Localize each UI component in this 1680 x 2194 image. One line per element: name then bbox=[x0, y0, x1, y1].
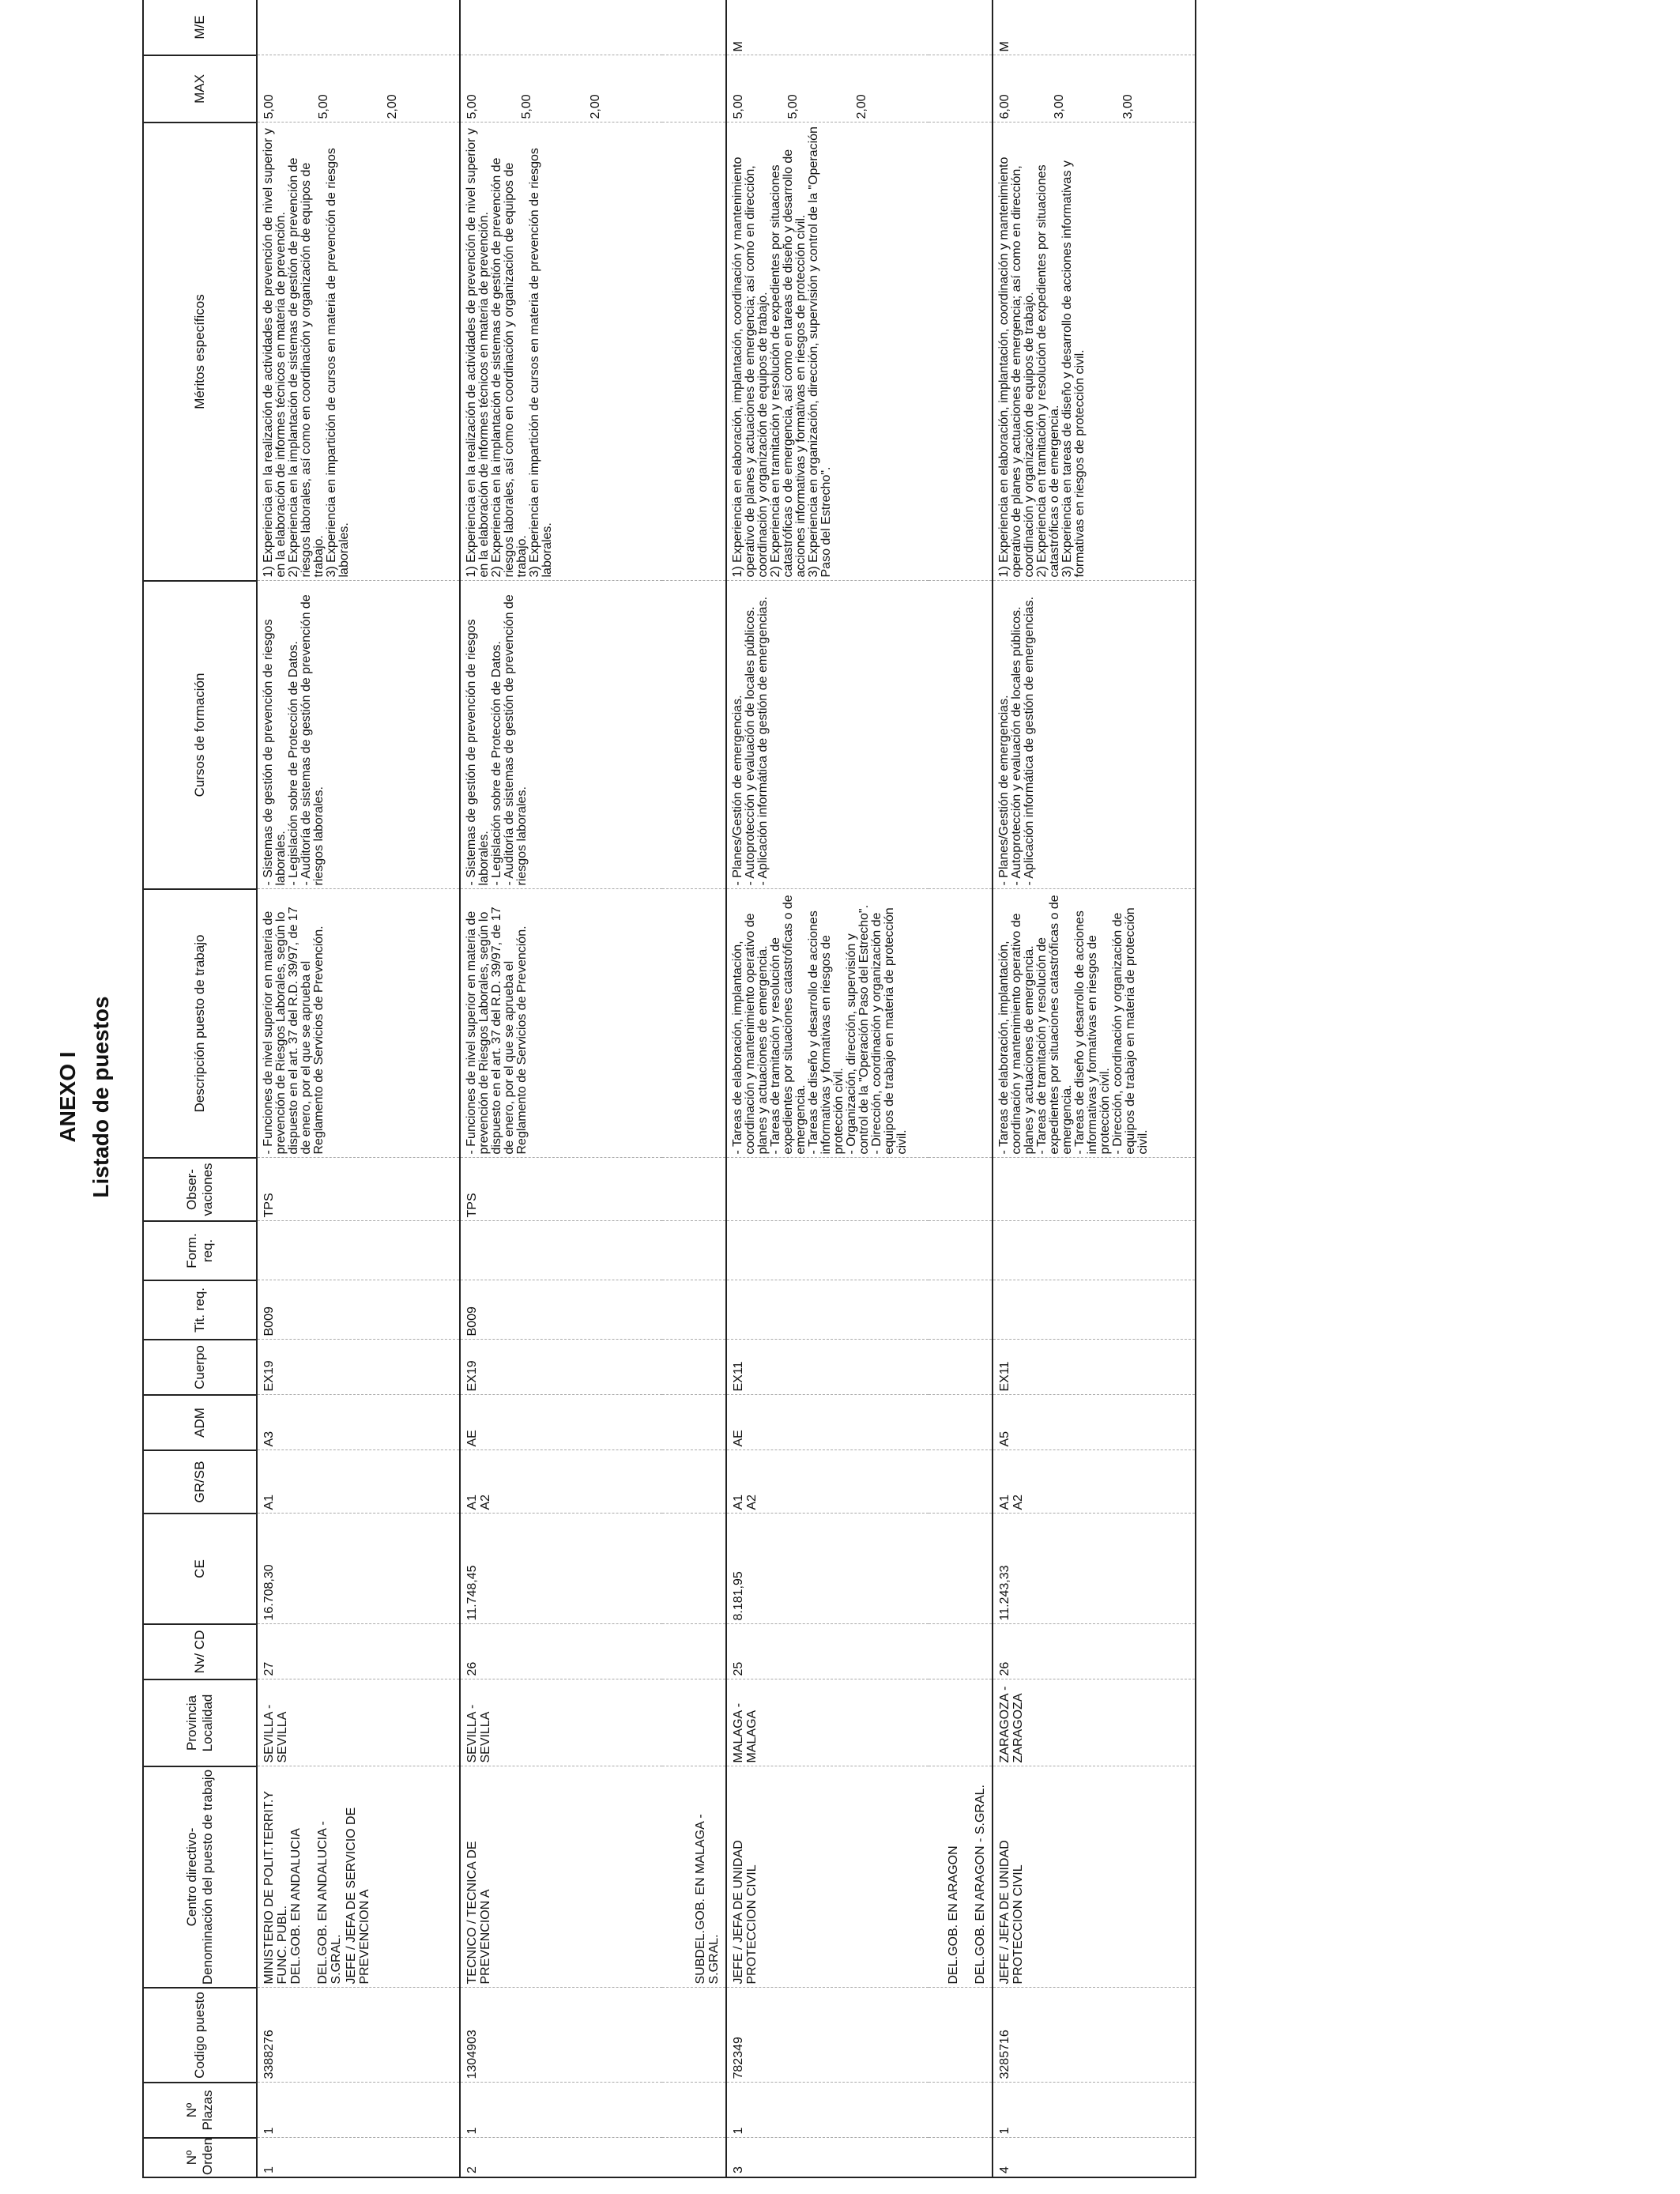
empty-cell bbox=[929, 1450, 993, 1514]
observaciones-cell bbox=[993, 1158, 1196, 1221]
column-header: CE bbox=[143, 1514, 257, 1624]
empty-cell bbox=[662, 1221, 726, 1280]
grupo-cell: A1 A2 bbox=[460, 1450, 662, 1514]
meritos-cell: 1) Experiencia en elaboración, implantación, coordinación y mantenimiento operativo de planes y actuaciones de emergencia; así como en dirección, coordinación y organización de equipos de trabajo. 2) Experiencia en tramitación y resolución de expedientes por situaciones catastróficas o de emergencia. 3) Experiencia en tareas de diseño y desarrollo de acciones informativas y formativas en riesgos de protección civil. bbox=[993, 123, 1196, 581]
formacion-cell bbox=[726, 1221, 929, 1280]
nivel-cell: 27 bbox=[257, 1624, 460, 1679]
column-header: M/E bbox=[143, 0, 257, 55]
descripcion-cell: - Funciones de nivel superior en materia de prevención de Riesgos Laborales, según lo dispuesto en el art. 37 del R.D. 39/97, de 17 de enero, por el que se aprueba el Reglamento de Servicios de Prevención. bbox=[257, 889, 460, 1158]
cursos-cell: - Planes/Gestión de emergencias. - Autoprotección y evaluación de locales públicos. - Aplicación informática de gestión de emergencias. bbox=[726, 581, 929, 889]
cursos-cell: - Planes/Gestión de emergencias. - Autoprotección y evaluación de locales públicos. - Aplicación informática de gestión de emergencias. bbox=[993, 581, 1196, 889]
cuerpo-cell: EX11 bbox=[993, 1340, 1196, 1395]
column-header: MAX bbox=[143, 55, 257, 123]
column-header: ADM bbox=[143, 1395, 257, 1450]
provincia-cell: ZARAGOZA - ZARAGOZA bbox=[993, 1679, 1196, 1766]
max-points-value: 2,00 bbox=[855, 94, 868, 119]
cuerpo-cell: EX11 bbox=[726, 1340, 929, 1395]
page-title: ANEXO I bbox=[55, 1051, 80, 1143]
grupo-cell: A1 A2 bbox=[993, 1450, 1196, 1514]
column-header: Provincia Localidad bbox=[143, 1679, 257, 1766]
table-row bbox=[257, 0, 460, 2177]
meritos-cell: 1) Experiencia en la realización de actividades de prevención de nivel superior y en la elaboración de informes técnicos en materia de prevención. 2) Experiencia en la implantación de sistemas de gestión de prevención de riesgos laborales, así como en coordinación y organización de equipos de trabajo. 3) Experiencia en impartición de cursos en materia de prevención de riesgos laborales. bbox=[460, 123, 662, 581]
page-subtitle: Listado de puestos bbox=[89, 996, 113, 1198]
ce-cell: 11.748,45 bbox=[460, 1514, 662, 1624]
table-body bbox=[257, 0, 1196, 2177]
adm-cell: A3 bbox=[257, 1395, 460, 1450]
orden-cell: 1 bbox=[257, 2138, 460, 2177]
empty-cell bbox=[929, 1514, 993, 1624]
empty-cell bbox=[662, 1624, 726, 1679]
unit-name: SUBDEL.GOB. EN MALAGA - S.GRAL. bbox=[662, 1766, 726, 1988]
column-header: Centro directivo- Denominación del puesto de trabajo bbox=[143, 1766, 257, 1988]
empty-cell bbox=[662, 1280, 726, 1340]
observaciones-cell bbox=[726, 1158, 929, 1221]
empty-cell bbox=[662, 0, 726, 55]
empty-cell bbox=[929, 1679, 993, 1766]
meritos-cell: 1) Experiencia en elaboración, implantación, coordinación y mantenimiento operativo de planes y actuaciones de emergencia; así como en dirección, coordinación y organización de equipos de trabajo. 2) Experiencia en tramitación y resolución de expedientes por situaciones catastróficas o de emergencia, así como en tareas de diseño y desarrollo de acciones informativas y formativas en riesgos de protección civil. 3) Experiencia en organización, dirección, supervisión y control de la "Operación Paso del Estrecho". bbox=[726, 123, 929, 581]
empty-cell bbox=[929, 1395, 993, 1450]
unit-row bbox=[929, 0, 993, 2177]
column-header: Codigo puesto bbox=[143, 1988, 257, 2083]
empty-cell bbox=[662, 1395, 726, 1450]
titulacion-cell bbox=[993, 1280, 1196, 1340]
nivel-cell: 26 bbox=[993, 1624, 1196, 1679]
empty-cell bbox=[929, 1158, 993, 1221]
empty-cell bbox=[929, 2138, 993, 2177]
observaciones-cell: TPS bbox=[460, 1158, 662, 1221]
empty-cell bbox=[929, 1624, 993, 1679]
empty-cell bbox=[662, 889, 726, 1158]
max-points-cell bbox=[257, 55, 460, 123]
adm-cell: AE bbox=[460, 1395, 662, 1450]
max-points-cell bbox=[460, 55, 662, 123]
provincia-cell: MALAGA - MALAGA bbox=[726, 1679, 929, 1766]
empty-cell bbox=[662, 1340, 726, 1395]
column-header: Form. req. bbox=[143, 1221, 257, 1280]
me-cell bbox=[257, 0, 460, 55]
cursos-cell: - Sistemas de gestión de prevención de riesgos laborales. - Legislación sobre de Protección de Datos. - Auditoría de sistemas de gestión de prevención de riesgos laborales. bbox=[257, 581, 460, 889]
table-row bbox=[726, 0, 929, 2177]
formacion-cell bbox=[460, 1221, 662, 1280]
ce-cell: 16.708,30 bbox=[257, 1514, 460, 1624]
empty-cell bbox=[929, 0, 993, 55]
me-cell: M bbox=[726, 0, 929, 55]
max-points-value: 5,00 bbox=[520, 94, 533, 119]
unit-row bbox=[662, 0, 726, 2177]
formacion-cell bbox=[257, 1221, 460, 1280]
empty-cell bbox=[929, 1221, 993, 1280]
ce-cell: 8.181,95 bbox=[726, 1514, 929, 1624]
table-row bbox=[993, 0, 1196, 2177]
unit-name: DEL.GOB. EN ARAGON DEL.GOB. EN ARAGON - S.GRAL. bbox=[929, 1766, 993, 1988]
max-points-value: 2,00 bbox=[386, 94, 399, 119]
column-header: Tit. req. bbox=[143, 1280, 257, 1340]
empty-cell bbox=[929, 55, 993, 123]
grupo-cell: A1 A2 bbox=[726, 1450, 929, 1514]
codigo-cell: 1304903 bbox=[460, 1988, 662, 2083]
denominacion-cell: TECNICO / TECNICA DE PREVENCION A bbox=[460, 1766, 662, 1988]
orden-cell: 2 bbox=[460, 2138, 662, 2177]
column-header: Méritos específicos bbox=[143, 123, 257, 581]
denominacion-cell: JEFE / JEFA DE UNIDAD PROTECCION CIVIL bbox=[993, 1766, 1196, 1988]
empty-cell bbox=[662, 581, 726, 889]
empty-cell bbox=[929, 581, 993, 889]
column-header: Nº Orden bbox=[143, 2138, 257, 2177]
plazas-cell: 1 bbox=[726, 2083, 929, 2138]
codigo-cell: 782349 bbox=[726, 1988, 929, 2083]
max-points-value: 3,00 bbox=[1121, 94, 1135, 119]
ce-cell: 11.243,33 bbox=[993, 1514, 1196, 1624]
max-points-value: 5,00 bbox=[786, 94, 800, 119]
table-header-row bbox=[143, 0, 257, 2177]
column-header: Cursos de formación bbox=[143, 581, 257, 889]
empty-cell bbox=[929, 123, 993, 581]
plazas-cell: 1 bbox=[993, 2083, 1196, 2138]
orden-cell: 3 bbox=[726, 2138, 929, 2177]
empty-cell bbox=[929, 1340, 993, 1395]
empty-cell bbox=[929, 889, 993, 1158]
empty-cell bbox=[929, 2083, 993, 2138]
plazas-cell: 1 bbox=[460, 2083, 662, 2138]
empty-cell bbox=[662, 1450, 726, 1514]
column-header: Obser-vaciones bbox=[143, 1158, 257, 1221]
formacion-cell bbox=[993, 1221, 1196, 1280]
empty-cell bbox=[662, 1988, 726, 2083]
provincia-cell: SEVILLA - SEVILLA bbox=[460, 1679, 662, 1766]
max-points-value: 5,00 bbox=[262, 94, 276, 119]
empty-cell bbox=[662, 55, 726, 123]
empty-cell bbox=[662, 2138, 726, 2177]
denominacion-cell: JEFE / JEFA DE UNIDAD PROTECCION CIVIL bbox=[726, 1766, 929, 1988]
positions-table bbox=[142, 0, 1196, 2178]
cuerpo-cell: EX19 bbox=[460, 1340, 662, 1395]
empty-cell bbox=[929, 1280, 993, 1340]
titulacion-cell bbox=[726, 1280, 929, 1340]
descripcion-cell: - Tareas de elaboración, implantación, coordinación y mantenimiento operativo de planes y actuaciones de emergencia. - Tareas de tramitación y resolución de expedientes por situaciones catastróficas o de emergencia. - Tareas de diseño y desarrollo de acciones informativas y formativas en riesgos de protección civil. - Dirección, coordinación y organización de equipos de trabajo en materia de protección civil. bbox=[993, 889, 1196, 1158]
column-header: GR/SB bbox=[143, 1450, 257, 1514]
adm-cell: A5 bbox=[993, 1395, 1196, 1450]
position-cell bbox=[257, 1766, 460, 1988]
max-points-value: 5,00 bbox=[732, 94, 745, 119]
adm-cell: AE bbox=[726, 1395, 929, 1450]
me-cell bbox=[460, 0, 662, 55]
empty-cell bbox=[662, 123, 726, 581]
column-header: Cuerpo bbox=[143, 1340, 257, 1395]
provincia-cell: SEVILLA - SEVILLA bbox=[257, 1679, 460, 1766]
nivel-cell: 25 bbox=[726, 1624, 929, 1679]
table-row bbox=[460, 0, 662, 2177]
max-points-cell bbox=[726, 55, 929, 123]
descripcion-cell: - Tareas de elaboración, implantación, coordinación y mantenimiento operativo de planes y actuaciones de emergencia. - Tareas de tramitación y resolución de expedientes por situaciones catastróficas o de emergencia. - Tareas de diseño y desarrollo de acciones informativas y formativas en riesgos de protección civil. - Organización, dirección, supervisión y control de la "Operación Paso del Estrecho". - Dirección, coordinación y organización de equipos de trabajo en materia de protección civil. bbox=[726, 889, 929, 1158]
max-points-cell bbox=[993, 55, 1196, 123]
empty-cell bbox=[662, 1158, 726, 1221]
max-points-value: 2,00 bbox=[589, 94, 602, 119]
orden-cell: 4 bbox=[993, 2138, 1196, 2177]
descripcion-cell: - Funciones de nivel superior en materia de prevención de Riesgos Laborales, según lo dispuesto en el art. 37 del R.D. 39/97, de 17 de enero, por el que se aprueba el Reglamento de Servicios de Prevención. bbox=[460, 889, 662, 1158]
column-header: Nv/ CD bbox=[143, 1624, 257, 1679]
max-points-value: 5,00 bbox=[317, 94, 330, 119]
cuerpo-cell: EX19 bbox=[257, 1340, 460, 1395]
grupo-cell: A1 bbox=[257, 1450, 460, 1514]
empty-cell bbox=[662, 1679, 726, 1766]
empty-cell bbox=[662, 2083, 726, 2138]
max-points-value: 3,00 bbox=[1053, 94, 1066, 119]
empty-cell bbox=[662, 1514, 726, 1624]
plazas-cell: 1 bbox=[257, 2083, 460, 2138]
titulacion-cell: B009 bbox=[257, 1280, 460, 1340]
empty-cell bbox=[929, 1988, 993, 2083]
column-header: Descripción puesto de trabajo bbox=[143, 889, 257, 1158]
meritos-cell: 1) Experiencia en la realización de actividades de prevención de nivel superior y en la elaboración de informes técnicos en materia de prevención. 2) Experiencia en la implantación de sistemas de gestión de prevención de riesgos laborales, así como en coordinación y organización de equipos de trabajo. 3) Experiencia en impartición de cursos en materia de prevención de riesgos laborales. bbox=[257, 123, 460, 581]
unit-name: MINISTERIO DE POLIT.TERRIT.Y FUNC. PUBL. DEL.GOB. EN ANDALUCIA DEL.GOB. EN ANDALUCIA - S.GRAL. bbox=[262, 1791, 343, 1985]
codigo-cell: 3285716 bbox=[993, 1988, 1196, 2083]
position-name: JEFE / JEFA DE SERVICIO DE PREVENCION A bbox=[345, 1807, 371, 1985]
column-header: Nº Plazas bbox=[143, 2083, 257, 2138]
cursos-cell: - Sistemas de gestión de prevención de riesgos laborales. - Legislación sobre de Protección de Datos. - Auditoría de sistemas de gestión de prevención de riesgos laborales. bbox=[460, 581, 662, 889]
nivel-cell: 26 bbox=[460, 1624, 662, 1679]
observaciones-cell: TPS bbox=[257, 1158, 460, 1221]
titulacion-cell: B009 bbox=[460, 1280, 662, 1340]
codigo-cell: 3388276 bbox=[257, 1988, 460, 2083]
max-points-value: 5,00 bbox=[465, 94, 479, 119]
max-points-value: 6,00 bbox=[998, 94, 1011, 119]
me-cell: M bbox=[993, 0, 1196, 55]
